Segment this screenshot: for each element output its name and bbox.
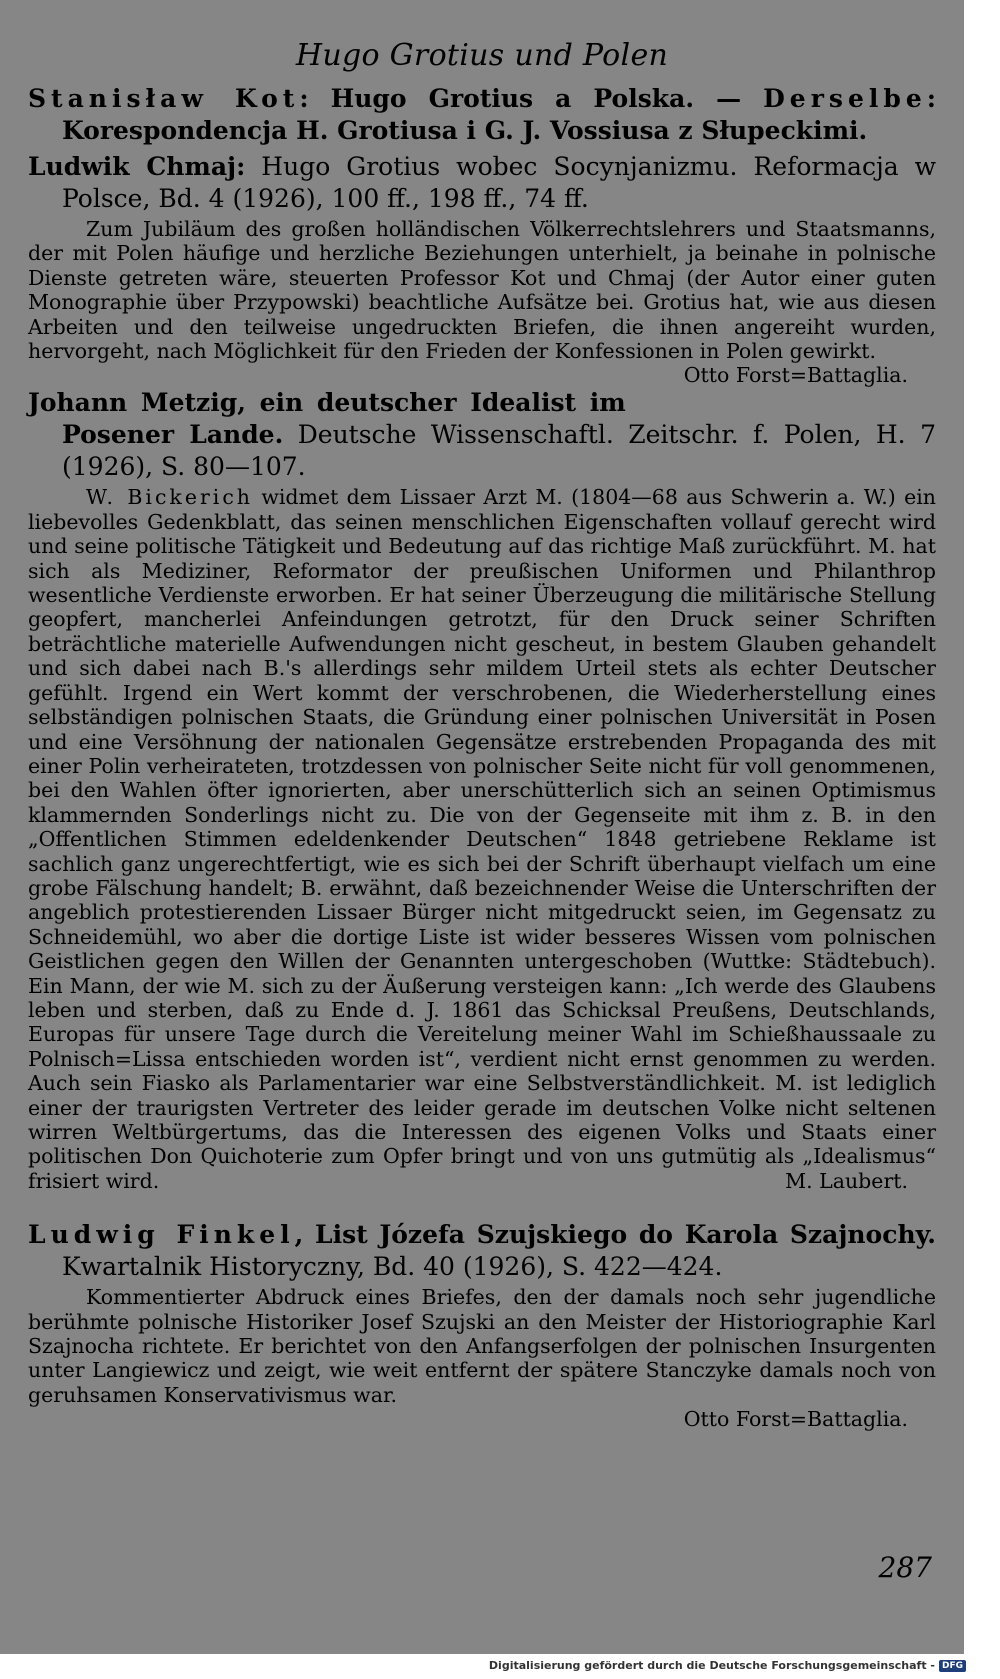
footer-text: Digitalisierung gefördert durch die Deutsche Forschungsgemeinschaft - (488, 1659, 935, 1672)
entry-heading (28, 83, 936, 147)
review-entry-grotius (28, 83, 936, 388)
author-name: Ludwig Finkel (28, 1220, 295, 1250)
author-name: Ludwik Chmaj: (28, 152, 246, 181)
heading-title: Johann Metzig, ein deutscher Idealist im Posener Lande. (28, 388, 626, 450)
author-name: Derselbe (763, 84, 927, 113)
author-name: Stanisław Kot (28, 84, 300, 113)
review-entry-finkel (28, 1219, 936, 1431)
review-entry-metzig (28, 387, 936, 1193)
source-citation: Deutsche Wissenschaftl. Zeitschr. f. Polen, H. 7 (1926), S. 80—107. (62, 420, 936, 482)
dfg-logo-icon: DFG (939, 1660, 966, 1672)
review-text: Zum Jubiläum des großen holländischen Völkerrechtslehrers und Staatsmanns, der mit Polen häufige und herzliche Beziehungen unterhielt, ja beinahe in polnische Dienste getreten wäre, steuerten Professor Kot und Chmaj (der Autor einer guten Monographie über Przypowski) beachtliche Aufsätze bei. Grotius hat, wie aus diesen Arbeiten und den teilweise ungedruckten Briefen, die ihnen angereiht wurden, hervorgeht, nach Möglichkeit für den Frieden der Konfessionen in Polen gewirkt. Otto Forst=Battaglia. (28, 217, 936, 388)
source-citation: Hugo Grotius wobec Socynjanizmu. Reformacja w Polsce, Bd. 4 (1926), 100 ff., 198 ff., 74 ff. (62, 152, 936, 213)
entry-heading (28, 387, 936, 483)
reviewer-signature: M. Laubert. (785, 1168, 908, 1193)
heading-title: , List Józefa Szujskiego do Karola Szajnochy. (294, 1220, 936, 1250)
entry-heading (28, 151, 936, 215)
review-text: Kommentierter Abdruck eines Briefes, den der damals noch sehr jugendliche berühmte polnische Historiker Josef Szujski an den Meister der Historiographie Karl Szajnocha richtete. Er berichtet von den Anfangserfolgen der polnischen Insurgenten unter Langiewicz und zeigt, wie weit entfernt der spätere Stanczyke damals noch von geruhsamen Konservativismus war. (28, 1285, 936, 1407)
page-number: 287 (878, 1551, 932, 1584)
reviewer-signature: Otto Forst=Battaglia. (683, 363, 908, 388)
entry-heading (28, 1219, 936, 1283)
author-name: W. Bickerich (86, 485, 254, 510)
heading-title: : Korespondencja H. Grotiusa i G. J. Vossiusa z Słupeckimi. (62, 84, 936, 145)
source-citation: Kwartalnik Historyczny, Bd. 40 (1926), S. 422—424. (62, 1252, 723, 1282)
reviewer-signature: Otto Forst=Battaglia. (683, 1407, 908, 1432)
running-title: Hugo Grotius und Polen (295, 38, 669, 73)
heading-title: : Hugo Grotius a Polska. — (299, 84, 764, 113)
review-text: W. Bickerich widmet dem Lissaer Arzt M. (1804—68 aus Schwerin a. W.) ein liebevolles Gedenkblatt, das seinen menschlichen Eigenschaften vollauf gerecht wird und seine politische Tätigkeit und Bedeutung auf das richtige Maß zurückführt. M. hat sich als Mediziner, Reformator der preußischen Uniformen und Philanthrop wesentliche Verdienste erworben. Er hat seiner Überzeugung die militärische Stellung geopfert, mancherlei Anfeindungen getrotzt, für den Druck seiner Schriften beträchtliche materielle Aufwendungen nicht gescheut, in bestem Glauben gehandelt und sich dabei nach B.'s allerdings sehr mildem Urteil stets als echter Deutscher gefühlt. Irgend ein Wert kommt der verschrobenen, die Wiederherstellung eines selbständigen polnischen Staats, die Gründung einer polnischen Universität in Posen und eine Versöhnung der nationalen Gegensätze erstrebenden Propaganda des mit einer Polin verheirateten, trotzdessen von polnischer Seite nicht für voll genommenen, bei den Wahlen öfter ignorierten, aber unerschütterlich sich an seinen Optimismus klammernden Sonderlings nicht zu. Die von der Gegenseite mit ihm z. B. in den „Offentlichen Stimmen edeldenkender Deutschen“ 1848 getriebene Reklame ist sachlich ganz ungerechtfertigt, wie es sich bei der Schrift überhaupt vielfach um eine grobe Fälschung handelt; B. erwähnt, daß bezeichnender Weise die Unterschriften der angeblich protestierenden Lissaer Bürger nicht mitgedruckt seien, im Gegensatz zu Schneidemühl, wo aber die dortige Liste ist wider besseres Wissen vom polnischen Geistlichen gegen den Willen der Genannten untergeschoben (Wuttke: Städtebuch). Ein Mann, der wie M. sich zu der Äußerung versteigen kann: „Ich werde des Glaubens leben und sterben, daß zu Ende d. J. 1861 das Schicksal Preußens, Deutschlands, Europas für unsere Tage durch die Vereitelung meiner Wahl im Schießhaussaale zu Polnisch=Lissa entschieden worden ist“, verdient nicht ernst genommen zu werden. Auch sein Fiasko als Parlamentarier war eine Selbstverständlichkeit. M. ist lediglich einer der traurigsten Vertreter des leider gerade im deutschen Volke nicht seltenen wirren Weltbürgertums, das die Interessen des eigenen Volks und Staats einer politischen Don Quichoterie zum Opfer bringt und von uns gutmütig als „Idealismus“ frisiert wird. M. Laubert. (28, 485, 936, 1193)
digitization-footer (489, 1659, 966, 1672)
